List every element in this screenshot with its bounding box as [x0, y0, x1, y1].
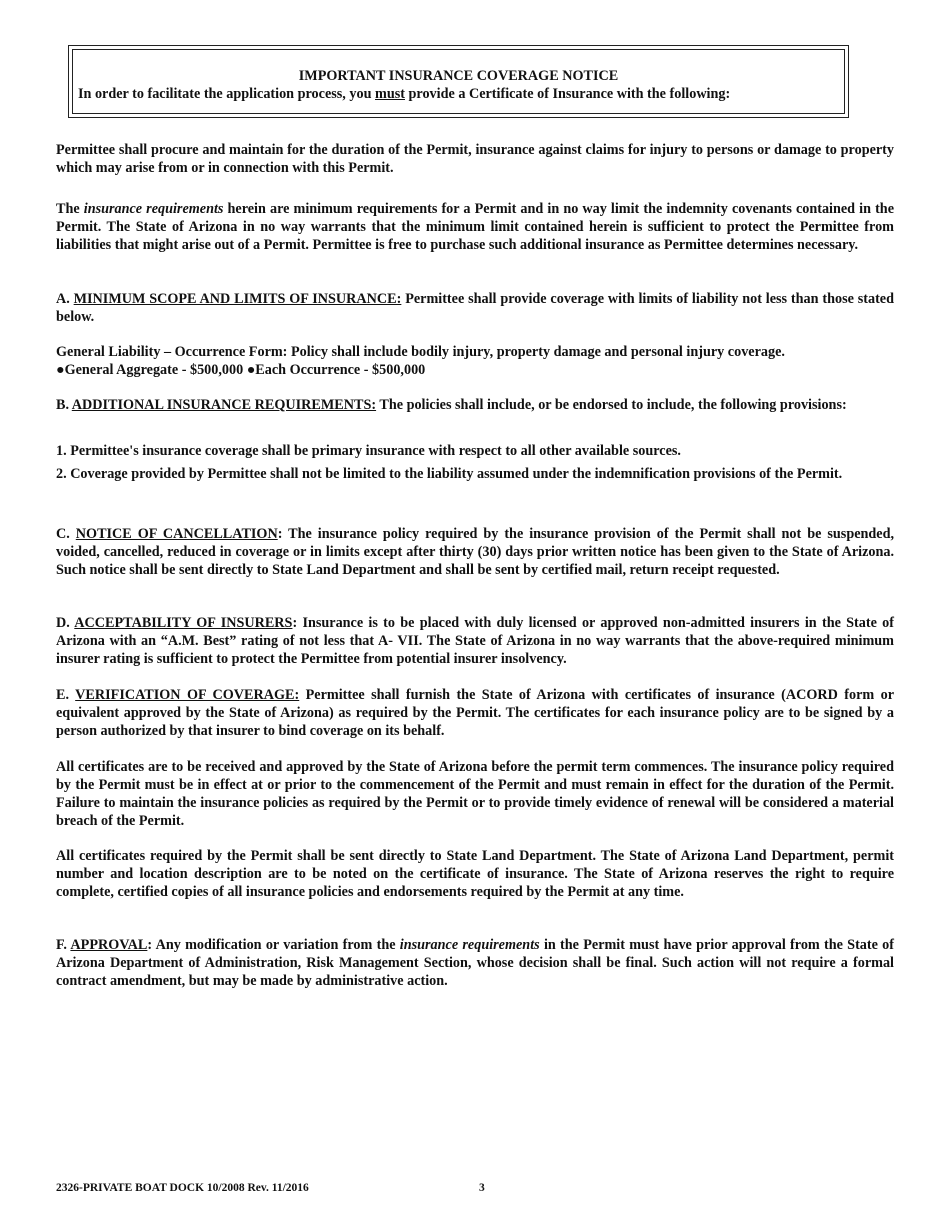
notice-instruction-start: In order to facilitate the application process, you	[78, 86, 376, 102]
section-b-heading: ADDITIONAL INSURANCE REQUIREMENTS:	[71, 397, 377, 413]
requirements-body: herein are minimum requirements for a Permit and in no way limit the indemnity covenants contained in the Permit. The State of Arizona in no way warrants that the minimum limit contained herein is sufficient to protect the Permittee from liabilities that might arise out of a Permit. Permittee is free to purchase such additional insurance as Permittee determines necessary.	[56, 201, 894, 253]
section-f-mid: : Any modification or variation from the	[147, 937, 400, 953]
requirements-italic-term: insurance requirements	[83, 201, 224, 217]
section-a-text: Permittee shall provide coverage with limits of liability not less than those stated below.	[56, 291, 894, 325]
section-d-letter: D.	[56, 615, 75, 631]
intro-paragraph: Permittee shall procure and maintain for the duration of the Permit, insurance against claims for injury to persons or damage to property which may arise from or in connection with this Permit.	[56, 142, 894, 176]
footer-form-id: 2326-PRIVATE BOAT DOCK 10/2008 Rev. 11/2016	[56, 1182, 309, 1194]
certificates-approval-paragraph: All certificates are to be received and approved by the State of Arizona before the permit term commences. The insurance policy required by the Permit must be in effect at or prior to the commencement of the Permit and must remain in effect for the duration of the Permit. Failure to maintain the insurance policies as required by the Permit or to provide timely evidence of renewal will be considered a material breach of the Permit.	[56, 759, 894, 829]
section-e-letter: E.	[56, 687, 76, 703]
section-c-letter: C.	[56, 526, 76, 542]
section-e-heading: VERIFICATION OF COVERAGE:	[75, 687, 300, 703]
section-b-text: The policies shall include, or be endorsed to include, the following provisions:	[376, 397, 847, 413]
section-b-paragraph	[56, 396, 894, 414]
section-c-paragraph	[56, 525, 894, 579]
footer-page-number: 3	[479, 1182, 485, 1194]
section-f-heading: APPROVAL	[70, 937, 148, 953]
section-a-letter: A.	[56, 291, 74, 307]
section-f-text: in the Permit must have prior approval from the State of Arizona Department of Administration, Risk Management Section, whose decision shall be final. Such action will not require a formal contract amendment, but may be made by administrative action.	[56, 937, 894, 989]
insurance-notice-box	[68, 45, 849, 118]
section-c-text: : The insurance policy required by the insurance provision of the Permit shall not be suspended, voided, cancelled, reduced in coverage or in limits except after thirty (30) days prior written notice has been given to the State of Arizona. Such notice shall be sent directly to State Land Department and shall be sent by certified mail, return receipt requested.	[56, 526, 895, 578]
section-b-item-2: 2. Coverage provided by Permittee shall not be limited to the liability assumed under the indemnification provisions of the Permit.	[56, 466, 843, 482]
section-f-italic-term: insurance requirements	[399, 937, 540, 953]
section-b-letter: B.	[56, 397, 72, 413]
notice-must-emphasis: must	[375, 86, 405, 102]
section-f-paragraph	[56, 936, 894, 990]
certificates-delivery-paragraph: All certificates required by the Permit shall be sent directly to State Land Department. The State of Arizona Land Department, permit number and location description are to be noted on the certificate of insurance. The State of Arizona reserves the right to require complete, certified copies of all insurance policies and endorsements required by the Permit at any time.	[56, 848, 894, 900]
section-d-heading: ACCEPTABILITY OF INSURERS	[74, 615, 293, 631]
section-a-paragraph	[56, 290, 894, 326]
section-a-heading: MINIMUM SCOPE AND LIMITS OF INSURANCE:	[73, 291, 402, 307]
notice-instruction-end: provide a Certificate of Insurance with the following:	[404, 86, 731, 102]
general-liability-paragraph	[56, 343, 894, 379]
section-f-letter: F.	[56, 937, 71, 953]
section-d-text: : Insurance is to be placed with duly licensed or approved non-admitted insurers in the State of Arizona with an “A.M. Best” rating of not less that A- VII. The State of Arizona in no way warrants that the above-required minimum insurer rating is sufficient to protect the Permittee from potential insurer insolvency.	[56, 615, 894, 667]
requirements-lead: The	[56, 201, 84, 217]
section-e-text: Permittee shall furnish the State of Arizona with certificates of insurance (ACORD form or equivalent approved by the State of Arizona) as required by the Permit. The certificates for each insurance policy are to be signed by a person authorized by that insurer to bind coverage on its behalf.	[56, 687, 894, 739]
section-d-paragraph	[56, 614, 894, 668]
notice-title: IMPORTANT INSURANCE COVERAGE NOTICE	[298, 68, 619, 84]
requirements-paragraph	[56, 200, 894, 254]
notice-instruction	[78, 85, 730, 103]
section-e-paragraph	[56, 686, 894, 740]
general-liability-limits: ●General Aggregate - $500,000 ●Each Occurrence - $500,000	[56, 362, 426, 378]
section-c-heading: NOTICE OF CANCELLATION	[75, 526, 278, 542]
general-liability-text: General Liability – Occurrence Form: Policy shall include bodily injury, property damage and personal injury coverage.	[56, 344, 785, 360]
section-b-item-1: 1. Permittee's insurance coverage shall be primary insurance with respect to all other available sources.	[56, 443, 681, 459]
